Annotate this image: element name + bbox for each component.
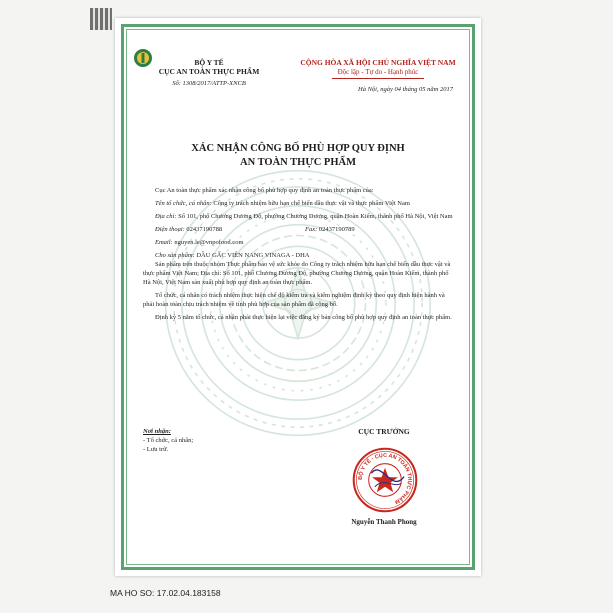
email-label: Email: xyxy=(155,239,173,246)
recipient-item: - Tổ chức, cá nhân; xyxy=(143,437,194,444)
renewal-paragraph: Định kỳ 5 năm tổ chức, cá nhân phải thực hiện lại việc đăng ký bản công bố phù hợp quy định an toàn thực phẩm. xyxy=(155,314,452,321)
national-header xyxy=(293,58,463,94)
department-name: CỤC AN TOÀN THỰC PHẨM xyxy=(158,67,260,76)
title-line-2: AN TOÀN THỰC PHẨM xyxy=(240,157,356,168)
address-label: Địa chỉ: xyxy=(155,213,177,220)
title-line-1: XÁC NHẬN CÔNG BỐ PHÙ HỢP QUY ĐỊNH xyxy=(191,143,405,154)
phone-label: Điện thoại: xyxy=(155,226,185,233)
fax-label: Fax: xyxy=(305,226,318,233)
responsibility-paragraph: Tổ chức, cá nhân có trách nhiệm thực hiện chế độ kiểm tra và kiểm nghiệm định kỳ theo quy định hiện hành và phải hoàn toàn chịu trách nhiệm về tính phù hợp của sản phẩm đã công bố. xyxy=(143,292,445,308)
product-label: Cho sản phẩm: xyxy=(155,252,195,259)
recipient-item: - Lưu trữ. xyxy=(143,446,169,453)
product-value: DẦU GẤC VIÊN NANG VINAGA - DHA xyxy=(196,252,310,259)
svg-text:BỘ Y TẾ · CỤC AN TOÀN THỰC PHẨ: BỘ Y TẾ · CỤC AN TOÀN THỰC PHẨM xyxy=(357,452,413,505)
certificate-document xyxy=(115,18,481,576)
qr-code-icon xyxy=(90,8,112,30)
recipients-block xyxy=(143,427,263,454)
phone-value: 02437190788 xyxy=(186,226,223,233)
file-code: MA HO SO: 17.02.04.183158 xyxy=(110,588,221,598)
document-body xyxy=(143,186,455,322)
issuer-header xyxy=(139,58,279,88)
document-title xyxy=(135,142,461,170)
email-line xyxy=(143,238,455,247)
document-number: Số: 1308/2017/ATTP-XNCB xyxy=(172,80,246,87)
address-value: Số 101, phố Chương Dương Độ, phường Chương Dương, quận Hoàn Kiếm, thành phố Hà Nội, Việt Nam xyxy=(178,213,453,220)
ministry-name: BỘ Y TẾ xyxy=(194,58,224,67)
fax-value: 02437190789 xyxy=(318,226,355,233)
product-line xyxy=(143,251,455,260)
email-value: nguyen.le@vnpofood.com xyxy=(174,239,244,246)
signer-name: Nguyễn Thanh Phong xyxy=(351,518,417,526)
organization-value: Công ty trách nhiệm hữu hạn chế biến dầu thực vật và thực phẩm Việt Nam xyxy=(213,200,410,207)
nation-name: CỘNG HÒA XÃ HỘI CHỦ NGHĨA VIỆT NAM xyxy=(300,58,456,67)
national-motto: Độc lập - Tự do - Hạnh phúc xyxy=(332,68,425,79)
intro-text: Cục An toàn thực phẩm xác nhận công bố phù hợp quy định an toàn thực phẩm của: xyxy=(155,187,374,194)
address-line xyxy=(143,212,455,221)
recipients-heading: Nơi nhận: xyxy=(143,428,171,435)
conformity-paragraph: Sản phẩm trên thuộc nhóm Thực phẩm bảo vệ sức khỏe do Công ty trách nhiệm hữu hạn chế biến dầu thực vật và thực phẩm Việt Nam; Địa chỉ: Số 101, phố Chương Dương Độ, phường Chương Dương, quận Hoàn Kiếm, thành phố Hà Nội, Việt Nam sản xuất phù hợp quy định an toàn thực phẩm. xyxy=(143,261,451,286)
organization-label: Tên tổ chức, cá nhân: xyxy=(155,200,212,207)
signer-title: CỤC TRƯỞNG xyxy=(358,427,410,436)
official-seal-icon xyxy=(351,446,419,514)
issue-date: Hà Nội, ngày 04 tháng 05 năm 2017 xyxy=(358,86,453,93)
contact-line xyxy=(143,225,455,234)
organization-line xyxy=(143,199,455,208)
